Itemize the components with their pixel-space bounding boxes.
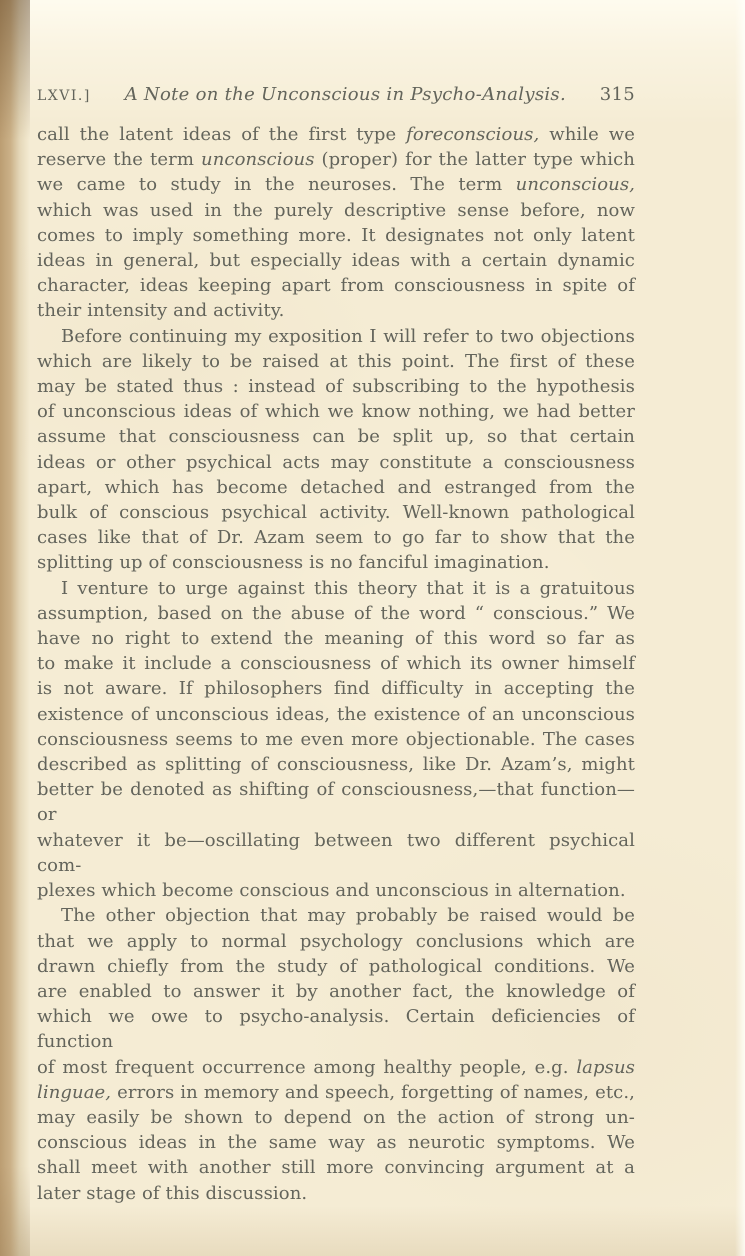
page-right-edge-highlight bbox=[735, 0, 745, 1256]
text-line: that we apply to normal psychology conclusions which are bbox=[37, 930, 635, 952]
header-page-number: 315 bbox=[599, 84, 635, 105]
text-line: consciousness seems to me even more objectionable. The cases bbox=[37, 728, 635, 750]
text-line: described as splitting of consciousness, like Dr. Azam’s, might bbox=[37, 754, 635, 776]
text-line: ideas or other psychical acts may constitute a consciousness bbox=[37, 451, 635, 473]
text-line: is not aware. If philosophers find difficulty in accepting the bbox=[37, 678, 635, 700]
text-line: existence of unconscious ideas, the existence of an unconscious bbox=[37, 703, 635, 725]
text-line: are enabled to answer it by another fact, the knowledge of bbox=[37, 980, 635, 1002]
text-line: may be stated thus : instead of subscribing to the hypothesis bbox=[37, 376, 635, 398]
text-line: their intensity and activity. bbox=[37, 300, 285, 322]
text-line: later stage of this discussion. bbox=[37, 1182, 308, 1204]
text-line: shall meet with another still more convincing argument at a bbox=[37, 1157, 635, 1179]
text-line: comes to imply something more. It designates not only latent bbox=[37, 224, 635, 246]
text-line: assume that consciousness can be split up, so that certain bbox=[37, 426, 635, 448]
text-line: apart, which has become detached and estranged from the bbox=[37, 476, 635, 498]
text-line: Before continuing my exposition I will refer to two objections bbox=[61, 325, 635, 347]
text-line: ideas in general, but especially ideas with a certain dynamic bbox=[37, 250, 635, 272]
text-line: call the latent ideas of the first type foreconscious, while we bbox=[37, 124, 635, 145]
text-line: have no right to extend the meaning of this word so far as bbox=[37, 628, 635, 650]
header-title: A Note on the Unconscious in Psycho-Analysis. bbox=[124, 84, 566, 105]
text-line: we came to study in the neuroses. The term unconscious, bbox=[37, 174, 635, 196]
text-line: bulk of conscious psychical activity. Well-known pathological bbox=[37, 502, 635, 524]
text-line: drawn chiefly from the study of pathological conditions. We bbox=[37, 955, 635, 977]
text-line: to make it include a consciousness of which its owner himself bbox=[37, 653, 635, 675]
page-body-text bbox=[37, 122, 635, 1206]
text-line: assumption, based on the abuse of the word “ conscious.” We bbox=[37, 602, 635, 624]
text-line: which are likely to be raised at this point. The first of these bbox=[37, 350, 635, 372]
text-line: which we owe to psycho-analysis. Certain deficiencies of function bbox=[37, 1006, 635, 1053]
text-line: The other objection that may probably be raised would be bbox=[61, 905, 635, 927]
text-line: character, ideas keeping apart from consciousness in spite of bbox=[37, 275, 635, 297]
page-left-edge-shadow bbox=[0, 0, 30, 1256]
text-line: splitting up of consciousness is no fanciful imagination. bbox=[37, 552, 550, 574]
text-line: better be denoted as shifting of consciousness,—that function—or bbox=[37, 779, 635, 826]
text-line: of most frequent occurrence among healthy people, e.g. lapsus bbox=[37, 1056, 635, 1078]
text-line: whatever it be—oscillating between two different psychical com- bbox=[37, 829, 635, 876]
running-header bbox=[37, 84, 635, 107]
text-line: cases like that of Dr. Azam seem to go far to show that the bbox=[37, 527, 635, 549]
text-line: of unconscious ideas of which we know nothing, we had better bbox=[37, 401, 635, 423]
header-section-number: LXVI.] bbox=[37, 88, 91, 104]
text-line: linguae, errors in memory and speech, forgetting of names, etc., bbox=[37, 1081, 635, 1103]
text-line: conscious ideas in the same way as neurotic symptoms. We bbox=[37, 1132, 635, 1154]
page-content bbox=[37, 84, 635, 1206]
text-line: which was used in the purely descriptive sense before, now bbox=[37, 199, 635, 221]
text-line: reserve the term unconscious (proper) for the latter type which bbox=[37, 149, 635, 171]
text-line: may easily be shown to depend on the action of strong un- bbox=[37, 1106, 635, 1128]
text-line: I venture to urge against this theory that it is a gratuitous bbox=[61, 577, 635, 599]
text-line: plexes which become conscious and unconscious in alternation. bbox=[37, 880, 626, 902]
